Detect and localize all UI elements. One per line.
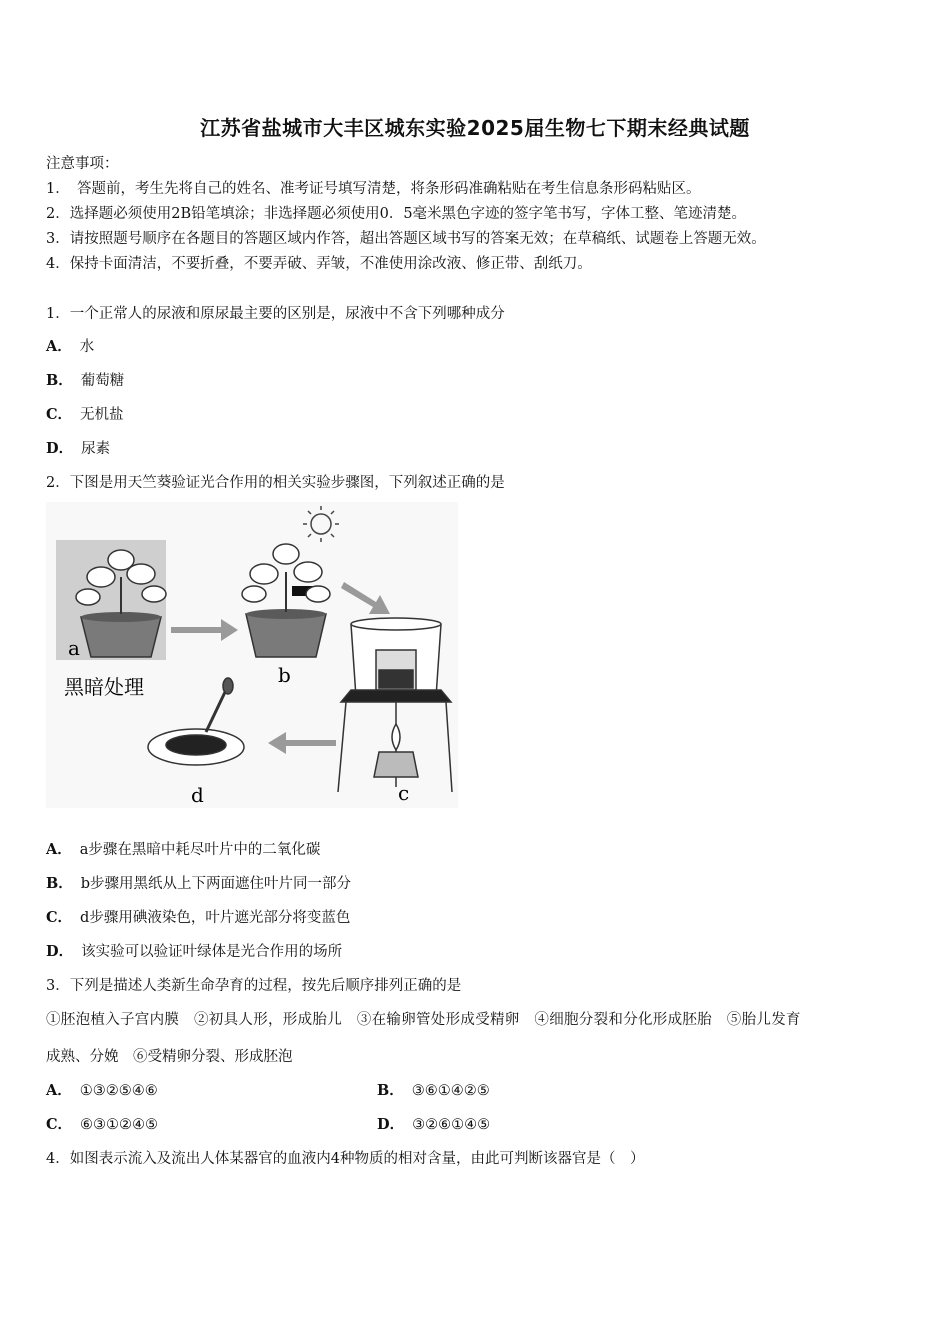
option-text: 尿素 xyxy=(81,441,111,457)
q1-option-d xyxy=(46,437,110,458)
option-label: A． xyxy=(46,841,72,858)
leaf xyxy=(273,544,299,564)
q2-option-c xyxy=(46,906,350,927)
q3-option-c xyxy=(46,1113,158,1134)
q4-stem: 4．如图表示流入及流出人体某器官的血液内4种物质的相对含量，由此可判断该器官是（ ） xyxy=(46,1151,645,1167)
option-label: A． xyxy=(46,1082,72,1099)
option-label: B． xyxy=(46,372,73,389)
q2-option-d xyxy=(46,940,342,961)
option-text: ③⑥①④②⑤ xyxy=(411,1083,490,1099)
leaf xyxy=(142,586,166,602)
notice-item-2: 2．选择题必须使用2B铅笔填涂；非选择题必须使用0．5毫米黑色字迹的签字笔书写，字体工整、笔迹清楚。 xyxy=(46,206,747,222)
leaf xyxy=(108,550,134,570)
option-label: C． xyxy=(46,909,73,926)
option-label: D． xyxy=(46,440,74,457)
notice-heading: 注意事项： xyxy=(46,156,119,172)
option-label: C． xyxy=(46,1116,73,1133)
option-text: 葡萄糖 xyxy=(80,373,125,389)
q3-option-b xyxy=(377,1079,490,1100)
option-label: D． xyxy=(46,943,74,960)
q1-option-b xyxy=(46,369,124,390)
leaf xyxy=(76,589,100,605)
leaf xyxy=(87,567,115,587)
option-label: C． xyxy=(46,406,73,423)
q2-stem: 2．下图是用天竺葵验证光合作用的相关实验步骤图，下列叙述正确的是 xyxy=(46,475,505,491)
stained-leaf xyxy=(166,735,226,755)
beaker-rim xyxy=(351,618,441,630)
option-text: ①③②⑤④⑥ xyxy=(79,1083,158,1099)
alcohol-lamp xyxy=(374,752,418,777)
option-text: a步骤在黑暗中耗尽叶片中的二氧化碳 xyxy=(79,842,321,858)
leaf-in-alcohol xyxy=(379,670,413,688)
option-text: d步骤用碘液染色，叶片遮光部分将变蓝色 xyxy=(80,910,351,926)
q3-option-d xyxy=(377,1113,490,1134)
label-d: d xyxy=(191,783,204,807)
option-label: D． xyxy=(377,1116,405,1133)
q2-option-a xyxy=(46,838,320,859)
page-title: 江苏省盐城市大丰区城东实验2025届生物七下期末经典试题 xyxy=(200,116,750,140)
asbestos-net xyxy=(341,690,451,702)
notice-item-3: 3．请按照题号顺序在各题目的答题区域内作答，超出答题区域书写的答案无效；在草稿纸、试题卷上答题无效。 xyxy=(46,231,766,247)
label-a: a xyxy=(68,636,80,660)
caption-a: 黑暗处理 xyxy=(64,675,144,699)
q3-items-line-1: ①胚泡植入子宫内膜 ②初具人形，形成胎儿 ③在输卵管处形成受精卵 ④细胞分裂和分化形成胚胎 ⑤胎儿发育 xyxy=(46,1012,801,1028)
option-label: A． xyxy=(46,338,72,355)
q2-option-b xyxy=(46,872,351,893)
flame xyxy=(392,724,400,750)
option-text: 无机盐 xyxy=(80,407,124,423)
option-text: ⑥③①②④⑤ xyxy=(80,1117,159,1133)
pot-b xyxy=(246,614,326,657)
option-text: 水 xyxy=(79,339,95,355)
notice-item-1: 1． 答题前，考生先将自己的姓名、准考证号填写清楚，将条形码准确粘贴在考生信息条形码粘贴区。 xyxy=(46,181,701,197)
option-text: ③②⑥①④⑤ xyxy=(412,1117,491,1133)
q3-items-line-2: 成熟、分娩 ⑥受精卵分裂、形成胚泡 xyxy=(46,1049,293,1065)
leaf xyxy=(242,586,266,602)
option-label: B． xyxy=(46,875,73,892)
option-text: b步骤用黑纸从上下两面遮住叶片同一部分 xyxy=(80,876,352,892)
label-c: c xyxy=(398,781,410,805)
leaf xyxy=(294,562,322,582)
pot-a xyxy=(81,617,161,657)
dropper-bulb xyxy=(223,678,233,694)
option-text: 该实验可以验证叶绿体是光合作用的场所 xyxy=(81,944,343,960)
notice-item-4: 4．保持卡面清洁，不要折叠，不要弄破、弄皱，不准使用涂改液、修正带、刮纸刀。 xyxy=(46,256,592,272)
q3-stem: 3．下列是描述人类新生命孕育的过程，按先后顺序排列正确的是 xyxy=(46,978,462,994)
leaf xyxy=(306,586,330,602)
q1-stem: 1．一个正常人的尿液和原尿最主要的区别是，尿液中不含下列哪种成分 xyxy=(46,306,505,322)
q3-option-a xyxy=(46,1079,158,1100)
option-label: B． xyxy=(377,1082,404,1099)
q1-option-c xyxy=(46,403,124,424)
label-b: b xyxy=(278,663,291,687)
experiment-figure xyxy=(46,502,458,808)
leaf xyxy=(250,564,278,584)
q1-option-a xyxy=(46,335,94,356)
